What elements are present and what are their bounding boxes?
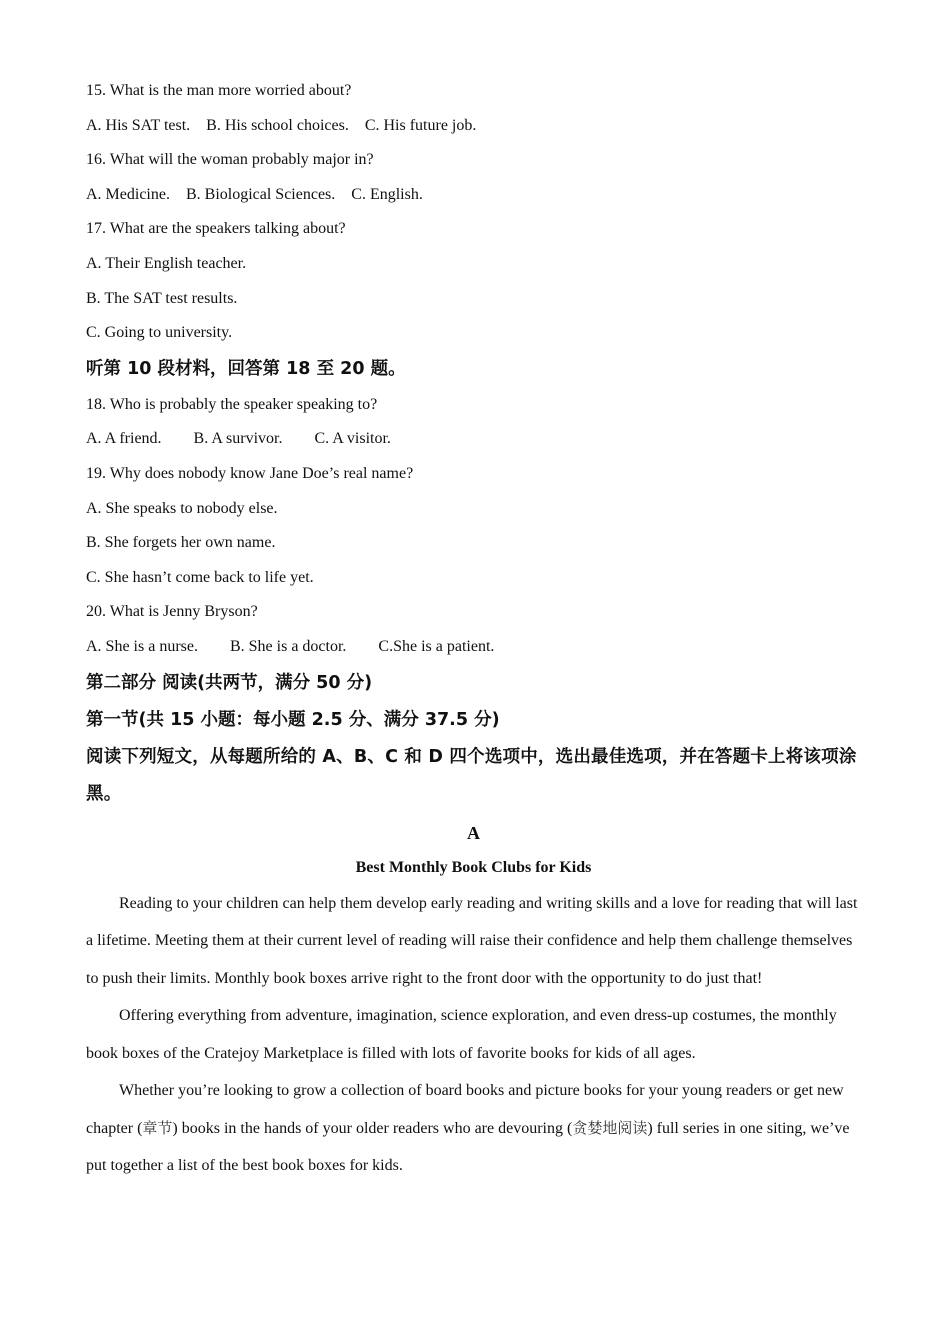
question-20-options: A. She is a nurse. B. She is a doctor. C.She is a patient. [86, 637, 495, 655]
passage-paragraph-3 [86, 1072, 861, 1185]
question-18-options: A. A friend. B. A survivor. C. A visitor. [86, 430, 391, 448]
question-17-option-b: B. The SAT test results. [86, 289, 238, 307]
paragraph-3-text-3: ) full series in one siting, we’ve put together a list of the best book boxes for kids. [86, 1119, 850, 1174]
section-one-heading: 第一节(共 15 小题：每小题 2.5 分、满分 37.5 分) [86, 709, 500, 730]
passage-paragraph-2: Offering everything from adventure, imagination, science exploration, and even dress-up costumes, the monthly book boxes of the Cratejoy Marketplace is filled with lots of favorite books for kids of all ages. [86, 1007, 837, 1062]
paragraph-3-text-1: Whether you’re looking to grow a collection of board books and picture books for your young readers or get new chapter ( [86, 1082, 844, 1137]
question-17-option-a: A. Their English teacher. [86, 254, 247, 272]
passage-title: Best Monthly Book Clubs for Kids [355, 858, 592, 876]
question-16-options: A. Medicine. B. Biological Sciences. C. English. [86, 185, 423, 203]
gloss-chapter: 章节 [142, 1118, 173, 1137]
document-page [86, 74, 861, 1185]
passage-paragraph-1: Reading to your children can help them develop early reading and writing skills and a love for reading that will last a lifetime. Meeting them at their current level of reading will raise their confidence and help them challenge themselves to push their limits. Monthly book boxes arrive right to the front door with the opportunity to do just that! [86, 894, 858, 987]
question-17: 17. What are the speakers talking about? [86, 220, 346, 238]
section-10-heading: 听第 10 段材料，回答第 18 至 20 题。 [86, 358, 406, 379]
question-18: 18. Who is probably the speaker speaking to? [86, 395, 378, 413]
gloss-devouring: 贪婪地阅读 [572, 1118, 648, 1137]
passage-label: A [467, 822, 480, 843]
question-17-option-c: C. Going to university. [86, 324, 233, 342]
paragraph-3-text-2: ) books in the hands of your older readers who are devouring ( [172, 1119, 573, 1137]
reading-instructions: 阅读下列短文，从每题所给的 A、B、C 和 D 四个选项中，选出最佳选项，并在答题卡上将该项涂黑。 [86, 746, 857, 804]
question-15: 15. What is the man more worried about? [86, 82, 352, 99]
question-20: 20. What is Jenny Bryson? [86, 603, 258, 621]
question-19: 19. Why does nobody know Jane Doe’s real name? [86, 464, 414, 482]
question-16: 16. What will the woman probably major in? [86, 151, 374, 169]
question-15-options: A. His SAT test. B. His school choices. C. His future job. [86, 116, 477, 134]
question-19-option-c: C. She hasn’t come back to life yet. [86, 568, 314, 586]
question-19-option-b: B. She forgets her own name. [86, 534, 276, 552]
question-19-option-a: A. She speaks to nobody else. [86, 499, 278, 517]
part-two-heading: 第二部分 阅读(共两节，满分 50 分) [86, 672, 373, 693]
